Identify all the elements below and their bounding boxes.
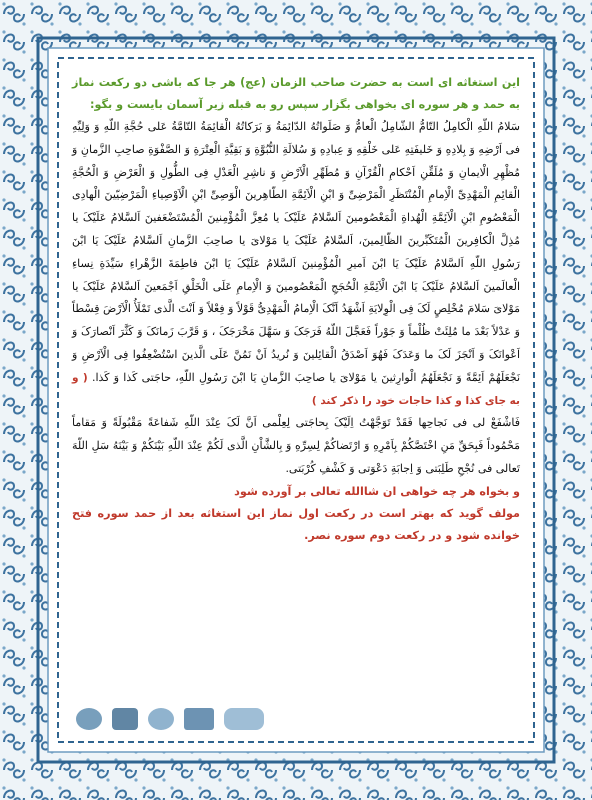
note-granted: و بخواه هر چه خواهی ان شاالله تعالی بر آورده شود — [234, 484, 520, 498]
ziyarat-text — [72, 116, 520, 412]
logo-5-icon — [224, 708, 264, 730]
note-author: مولف گوید که بهتر است در رکعت اول نماز این استغاثه بعد از حمد سوره فتح خوانده شود و در رکعت دوم سوره نصر. — [72, 506, 520, 542]
intro-paragraph: این استغاثه ای است به حضرت صاحب الزمان (عج) هر جا که باشی دو رکعت نماز به حمد و هر سوره ای بخواهی بگزار سپس رو به قبله زیر آسمان بایست و بگو: — [72, 76, 520, 111]
logo-2-icon — [112, 708, 138, 730]
ziyarat-note: ( و به جای کذا و کذا حاجات خود را ذکر کند ) — [72, 371, 520, 407]
ziyarat-body: سَلامُ اللّهِ الْکامِلُ التّامُّ الشّامِلُ الْعامُّ وَ صَلَواتُهُ الدّائِمَةُ وَ بَرَکاتُهُ الْقائِمَةُ التّامَّةُ عَلی حُجَّةِ اللّهِ وَ وَلِیِّهِ فی اَرْضِهِ وَ بِلادِهِ وَ خَلیفَتِهِ عَلی خَلْقِهِ وَ عِبادِهِ وَ سُلالَةِ النُّبُوَّةِ وَ بَقِیَّةِ الْعِتْرَةِ وَ الصَّفْوَةِ صاحِبِ الزَّمانِ وَ مُظْهِرِ الْایمانِ وَ مُلَقِّنِ اَحْکامِ الْقُرْآنِ وَ مُطَهِّرِ الْاَرْضِ وَ ناشِرِ الْعَدْلِ فِی الطُّولِ وَ الْعَرْضِ وَ الْحُجَّةِ الْقائِمِ الْمَهْدِیِّ الْاِمامِ الْمُنْتَظَرِ الْمَرْضِیِّ وَ ابْنِ الْاَئِمَّةِ الطّاهِرینَ الْوَصِیِّ ابْنِ الْاَوْصِیاءِ الْمَرْضِیّینَ الْهادِی الْمَعْصُومِ ابْنِ الْاَئِمَّةِ الْهُداةِ الْمَعْصُومینَ اَلسَّلامُ عَلَیْکَ یا مُعِزَّ الْمُؤْمِنینَ الْمُسْتَضْعَفینَ اَلسَّلامُ عَلَیْکَ یا مُذِلَّ الْکافِرینَ الْمُتَکَبِّرینَ الظّالِمینَ، اَلسَّلامُ عَلَیْکَ یا مَوْلایَ یا صاحِبَ الزَّمانِ اَلسَّلامُ عَلَیْکَ یَا ابْنَ رَسُولِ اللّهِ اَلسَّلامُ عَلَیْکَ یَا ابْنَ اَمیرِ الْمُؤْمِنینَ اَلسَّلامُ عَلَیْکَ یَا ابْنَ فاطِمَةَ الزَّهْراءِ سَیِّدَةِ نِساءِ الْعالَمینَ اَلسَّلامُ عَلَیْکَ یَا ابْنَ الْاَئِمَّةِ الْحُجَجِ الْمَعْصُومینَ وَ الْاِمامِ عَلَی الْخَلْقِ اَجْمَعینَ اَلسَّلامُ عَلَیْکَ یا مَوْلایَ سَلامَ مُخْلِصٍ لَکَ فِی الْوِلایَةِ اَشْهَدُ اَنَّکَ الْاِمامُ الْمَهْدِیُّ قَوْلاً وَ فِعْلاً وَ اَنْتَ الَّذی تَمْلَأُ الْاَرْضَ قِسْطاً وَ عَدْلاً بَعْدَ ما مُلِئَتْ ظُلْماً وَ جَوْراً فَعَجَّلَ اللّهُ فَرَجَکَ وَ سَهَّلَ مَخْرَجَکَ ، وَ قَرَّبَ زَمانَکَ وَ کَثَّرَ اَنْصارَکَ وَ اَعْوانَکَ وَ اَنْجَزَ لَکَ ما وَعَدَکَ فَهُوَ اَصْدَقُ الْقائِلینَ وَ نُریدُ اَنْ نَمُنَّ عَلَی الَّذینَ اسْتُضْعِفُوا فِی الْاَرْضِ وَ نَجْعَلَهُمْ اَئِمَّةً وَ نَجْعَلَهُمُ الْوارِثینَ یا مَوْلایَ یا صاحِبَ الزَّمانِ یَا ابْنَ رَسُولِ اللّهِ، حاجَتی کَذا وَ کَذا. — [72, 120, 521, 384]
logo-4-icon — [184, 708, 214, 730]
logo-row — [76, 708, 264, 730]
logo-3-icon — [148, 708, 174, 730]
dua-text: فَاشْفَعْ لی فی نَجاحِها فَقَدْ تَوَجَّهْتُ اِلَیْکَ بِحاجَتی لِعِلْمی اَنَّ لَکَ عِنْدَ اللّهِ شَفاعَةً مَقْبُولَةً وَ مَقاماً مَحْمُوداً فَبِحَقِّ مَنِ اخْتَصَّکُمْ بِاَمْرِهِ وَ ارْتَضاکُمْ لِسِرِّهِ وَ بِالشَّاْنِ الَّذی لَکُمْ عِنْدَ اللّهِ بَیْنَکُمْ وَ بَیْنَهُ سَلِ اللّهَ تَعالی فی نُجْحِ طَلِبَتی وَ اِجابَةِ دَعْوَتی وَ کَشْفِ کُرْبَتی. — [72, 416, 520, 475]
text-panel — [66, 66, 526, 734]
logo-1-icon — [76, 708, 102, 730]
